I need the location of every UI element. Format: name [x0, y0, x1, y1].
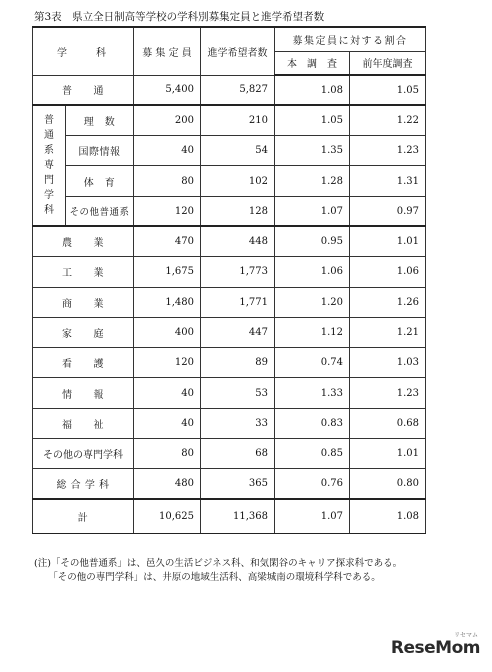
table-row [33, 196, 426, 226]
prev-ratio-cell: 0.80 [350, 469, 426, 499]
footnote-2: 「その他の専門学科」は、井原の地域生活科、高梁城南の環境科学科である。 [34, 572, 381, 583]
table-row [33, 317, 426, 347]
header-this-survey: 本 調 査 [275, 51, 350, 75]
applicants-cell: 68 [201, 439, 275, 469]
prev-ratio-cell: 1.05 [350, 75, 426, 105]
header-ratio-group: 募集定員に対する割合 [275, 27, 426, 51]
prev-ratio-cell: 1.31 [350, 166, 426, 196]
applicants-cell: 128 [201, 196, 275, 226]
ratio-cell: 1.12 [275, 317, 350, 347]
row-label: 体 育 [66, 166, 134, 196]
prev-ratio-cell: 1.01 [350, 439, 426, 469]
group-label-char: 科 [44, 205, 54, 217]
table-row [33, 166, 426, 196]
header-subject: 学 科 [33, 27, 134, 75]
ratio-cell: 1.08 [275, 75, 350, 105]
table-row [33, 378, 426, 408]
header-prev-survey: 前年度調査 [350, 51, 426, 75]
ratio-cell: 0.85 [275, 439, 350, 469]
prev-ratio-cell: 0.97 [350, 196, 426, 226]
row-label: 情 報 [33, 378, 134, 408]
prev-ratio-cell: 1.21 [350, 317, 426, 347]
prev-ratio-cell: 1.23 [350, 136, 426, 166]
prev-ratio-cell: 1.06 [350, 257, 426, 287]
row-label: 福 祉 [33, 408, 134, 438]
capacity-cell: 470 [134, 226, 201, 256]
prev-ratio-cell: 1.22 [350, 105, 426, 135]
row-label: その他の専門学科 [33, 439, 134, 469]
row-label: 国際情報 [66, 136, 134, 166]
table-row [33, 469, 426, 499]
capacity-cell: 40 [134, 378, 201, 408]
applicants-cell: 447 [201, 317, 275, 347]
table-title: 第3表 県立全日制高等学校の学科別募集定員と進学希望者数 [34, 11, 325, 23]
applicants-cell: 448 [201, 226, 275, 256]
table-row [33, 226, 426, 256]
ratio-cell: 1.05 [275, 105, 350, 135]
applicants-cell: 54 [201, 136, 275, 166]
row-label: その他普通系 [66, 196, 134, 226]
group-label-char: 普 [44, 115, 54, 127]
ratio-cell: 1.20 [275, 287, 350, 317]
table-row [33, 257, 426, 287]
table-row [33, 348, 426, 378]
header-capacity: 募 集 定 員 [134, 27, 201, 75]
ratio-cell: 1.07 [275, 499, 350, 533]
prev-ratio-cell: 0.68 [350, 408, 426, 438]
group-label-char: 門 [44, 175, 54, 187]
applicants-cell: 53 [201, 378, 275, 408]
row-label: 理 数 [66, 105, 134, 135]
prev-ratio-cell: 1.23 [350, 378, 426, 408]
ratio-cell: 0.83 [275, 408, 350, 438]
prev-ratio-cell: 1.08 [350, 499, 426, 533]
capacity-cell: 1,480 [134, 287, 201, 317]
ratio-cell: 0.95 [275, 226, 350, 256]
table-row [33, 75, 426, 105]
applicants-cell: 11,368 [201, 499, 275, 533]
logo-subtext: リセマム [454, 632, 478, 639]
table-row [33, 408, 426, 438]
row-label: 農 業 [33, 226, 134, 256]
table-row [33, 439, 426, 469]
row-label: 総 合 学 科 [33, 469, 134, 499]
capacity-cell: 400 [134, 317, 201, 347]
prev-ratio-cell: 1.26 [350, 287, 426, 317]
resemom-logo [390, 632, 480, 658]
ratio-cell: 1.33 [275, 378, 350, 408]
capacity-cell: 5,400 [134, 75, 201, 105]
row-label: 商 業 [33, 287, 134, 317]
table-row [33, 287, 426, 317]
capacity-cell: 200 [134, 105, 201, 135]
ratio-cell: 0.74 [275, 348, 350, 378]
table-row [33, 105, 426, 135]
group-label-char: 専 [44, 160, 54, 172]
footnote-1: (注)「その他普通系」は、邑久の生活ビジネス科、和気閑谷のキャリア探求科である。 [34, 558, 403, 569]
applicants-cell: 1,773 [201, 257, 275, 287]
logo-text: ReseMom [390, 638, 480, 658]
applicants-cell: 33 [201, 408, 275, 438]
ratio-cell: 1.06 [275, 257, 350, 287]
group-label-char: 学 [44, 190, 54, 202]
capacity-cell: 120 [134, 196, 201, 226]
group-label-char: 通 [44, 130, 54, 142]
capacity-cell: 40 [134, 408, 201, 438]
capacity-cell: 480 [134, 469, 201, 499]
capacity-cell: 80 [134, 439, 201, 469]
header-row-1 [33, 27, 426, 51]
applicants-cell: 365 [201, 469, 275, 499]
ratio-cell: 1.28 [275, 166, 350, 196]
group-label-text [33, 113, 65, 218]
row-label: 工 業 [33, 257, 134, 287]
footnotes [34, 557, 402, 585]
capacity-cell: 120 [134, 348, 201, 378]
ratio-cell: 1.35 [275, 136, 350, 166]
row-label: 看 護 [33, 348, 134, 378]
applicants-cell: 210 [201, 105, 275, 135]
capacity-cell: 1,675 [134, 257, 201, 287]
prev-ratio-cell: 1.01 [350, 226, 426, 256]
ratio-cell: 1.07 [275, 196, 350, 226]
capacity-cell: 80 [134, 166, 201, 196]
header-applicants: 進学希望者数 [201, 27, 275, 75]
capacity-cell: 10,625 [134, 499, 201, 533]
row-label: 家 庭 [33, 317, 134, 347]
total-label: 計 [33, 499, 134, 533]
capacity-cell: 40 [134, 136, 201, 166]
ratio-cell: 0.76 [275, 469, 350, 499]
row-label: 普 通 [33, 75, 134, 105]
applicants-cell: 89 [201, 348, 275, 378]
enrollment-table [32, 26, 426, 534]
applicants-cell: 1,771 [201, 287, 275, 317]
total-row [33, 499, 426, 533]
applicants-cell: 102 [201, 166, 275, 196]
group-label-vertical [33, 105, 66, 226]
prev-ratio-cell: 1.03 [350, 348, 426, 378]
table-row [33, 136, 426, 166]
applicants-cell: 5,827 [201, 75, 275, 105]
group-label-char: 系 [44, 145, 54, 157]
